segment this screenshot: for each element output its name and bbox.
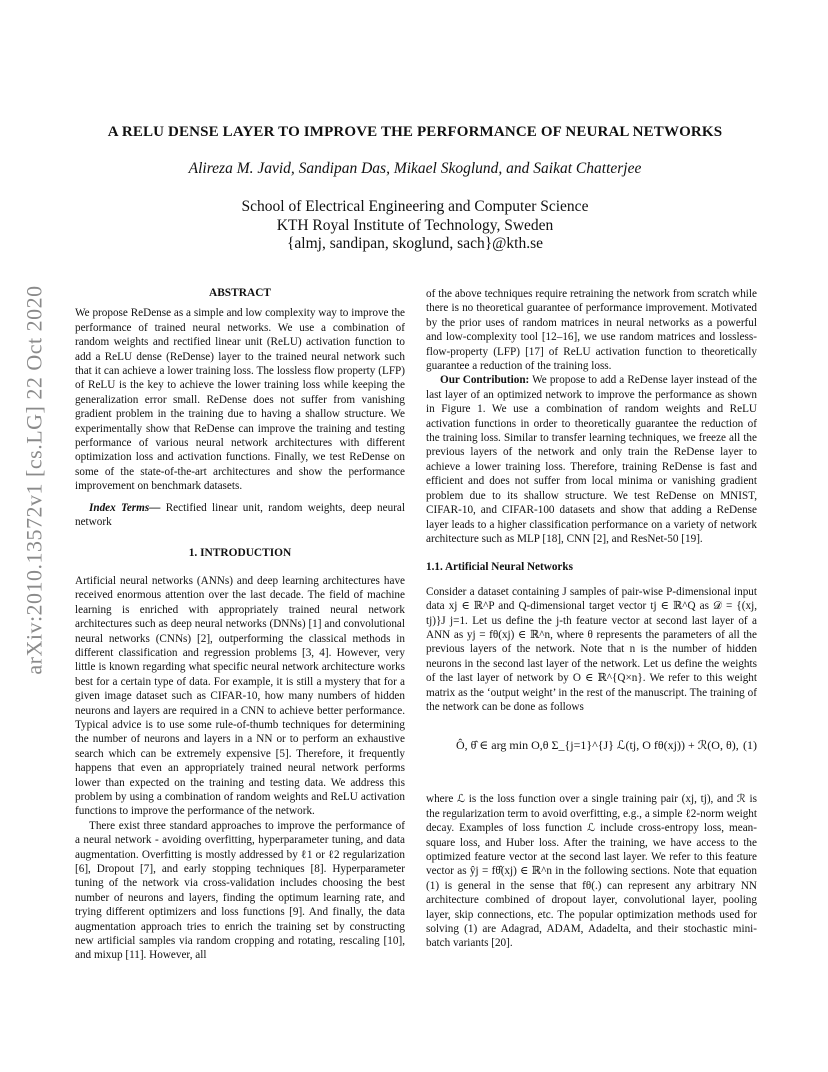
intro-paragraph-2: There exist three standard approaches to improve the performance of a neural network - avoiding overfitting, hyperparameter tuning, and data augmentation. Overfitting is mostly addressed by ℓ1 or ℓ2 regularization [6], Dropout [7], and early stopping techniques [8]. Hyperparameter tuning of the network via cross-validation includes choosing the best number of neurons and layers, finding the optimum learning rate, and trying different optimizers and loss functions [9]. And finally, the data augmentation approach tries to enrich the training set by constructing new artificial samples via random cropping and rotating, rescaling [10], and mixup [11]. However, all	[75, 819, 405, 962]
intro-heading: 1. INTRODUCTION	[188, 546, 292, 559]
equation-body: Ô, θ̂ ∈ arg min O,θ Σ_{j=1}^{J} ℒ(tj, O fθ(xj)) + ℛ(O, θ),	[456, 738, 739, 753]
paper-title: A RELU DENSE LAYER TO IMPROVE THE PERFORMANCE OF NEURAL NETWORKS	[107, 124, 723, 140]
contribution-text: We propose to add a ReDense layer instead of the last layer of an optimized network to improve the performance as shown in Figure 1. We use a combination of random weights and ReLU activation functions in order to theoretically guarantee the reduction of the training loss. Similar to transfer learning techniques, we freeze all the previous layers of the network and only train the ReDense layer to achieve a lower training loss. Therefore, training ReDense is fast and efficient and does not suffer from local minima or vanishing gradient problem due to its shallow structure. We test ReDense on MNIST, CIFAR-10, and CIFAR-100 datasets and show that adding a ReDense layer leads to a higher classification performance on a variety of network architecture such as MLP [18], CNN [2], and ResNet-50 [19].	[426, 374, 757, 545]
index-terms-label: Index Terms—	[89, 501, 161, 514]
right-column	[426, 287, 757, 951]
subsection-heading: 1.1. Artificial Neural Networks	[426, 561, 573, 574]
contribution-paragraph	[426, 373, 757, 546]
arxiv-stamp	[22, 285, 48, 675]
index-terms-text: Rectified linear unit, random weights, deep neural network	[75, 501, 405, 529]
affiliation-institute: KTH Royal Institute of Technology, Sweden	[276, 216, 554, 234]
index-terms	[75, 501, 405, 530]
after-equation-paragraph: where ℒ is the loss function over a single training pair (xj, tj), and ℛ is the regularization term to avoid overfitting, e.g., a simple ℓ2-norm weight decay. Examples of loss function ℒ include cross-entropy loss, mean-square loss, and Huber loss. After the training, we have access to the optimized feature vector at the second last layer. We refer to this feature vector as ŷj = fθ̂(xj) ∈ ℝ^n in the following sections. Note that equation (1) is general in the sense that fθ(.) can represent any arbitrary NN architecture combined of dropout layer, convolutional layer, pooling layer, skip connections, etc. The popular optimization methods used for solving (1) are Adagrad, ADAM, Adadelta, and their stochastic mini-batch variants [20].	[426, 793, 757, 950]
contribution-label: Our Contribution:	[440, 374, 530, 387]
intro-paragraph-1: Artificial neural networks (ANNs) and deep learning architectures have received enormous attention over the last decade. The field of machine learning is enriched with appropriately trained neural network architectures such as deep neural networks (DNNs) [1] and convolutional neural networks (CNNs) [2], outperforming the classical methods in different classification and regression problems [3, 4]. However, very little is known regarding what specific neural network architecture works best for a certain type of data. For example, it is still a mystery that for a given image dataset such as CIFAR-10, how many numbers of hidden neurons and layers are required in a CNN to achieve better performance. Typical advice is to use some rule-of-thumb techniques for determining the number of neurons and layers in a NN or to perform an exhaustive search which can be extremely expensive [5]. Therefore, it frequently happens that even an appropriately trained neural network performs lower than expected on the training and testing data. We address this problem by using a combination of random weights and ReLU activation functions to improve the performance of the network.	[75, 574, 405, 818]
ann-paragraph: Consider a dataset containing J samples of pair-wise P-dimensional input data xj ∈ ℝ^P and Q-dimensional target vector tj ∈ ℝ^Q as 𝒟 = {(xj, tj)}J j=1. Let us define the j-th feature vector at second last layer of a ANN as yj = fθ(xj) ∈ ℝ^n, where θ represents the parameters of all the previous layers of the network. Note that n is the number of hidden neurons in the second last layer of the network. Let us define the weights of the last layer of network by O ∈ ℝ^{Q×n}. We refer to this weight matrix as the ‘output weight’ in the rest of the manuscript. The training of the network can be done as follows	[426, 585, 757, 713]
left-column	[75, 286, 405, 963]
equation-1	[426, 724, 757, 782]
affiliation-school: School of Electrical Engineering and Computer Science	[241, 198, 589, 215]
abstract-body: We propose ReDense as a simple and low complexity way to improve the performance of trained neural networks. We use a combination of random weights and rectified linear unit (ReLU) activation function to add a ReLU dense (ReDense) layer to the trained neural network such that it can achieve a lower training loss. The lossless flow property (LFP) of ReLU is the key to achieve the lower training loss while keeping the generalization error small. ReDense does not suffer from vanishing gradient problem in the training due to having a shallow structure. We experimentally show that ReDense can improve the training and testing performance of various neural network architectures with different optimization loss and activation functions. Finally, we test ReDense on some of the state-of-the-art architectures and show the performance improvement on benchmark datasets.	[75, 307, 405, 493]
affiliation-emails: {almj, sandipan, skoglund, sach}@kth.se	[286, 235, 544, 252]
intro-continued: of the above techniques require retraining the network from scratch while there is no theoretical guarantee of performance improvement. Motivated by the prior uses of random matrices in neural networks as a powerful and low-complexity tool [12–16], we use random matrices and lossless-flow-property (LFP) [17] of ReLU activation function to theoretically guarantee a reduction of the training loss.	[426, 288, 757, 373]
affiliation	[75, 198, 755, 254]
abstract-heading: ABSTRACT	[208, 287, 272, 299]
paper-authors: Alireza M. Javid, Sandipan Das, Mikael Skoglund, and Saikat Chatterjee	[188, 160, 642, 177]
arxiv-stamp-text: arXiv:2010.13572v1 [cs.LG] 22 Oct 2020	[22, 285, 47, 675]
equation-number: (1)	[743, 738, 757, 753]
